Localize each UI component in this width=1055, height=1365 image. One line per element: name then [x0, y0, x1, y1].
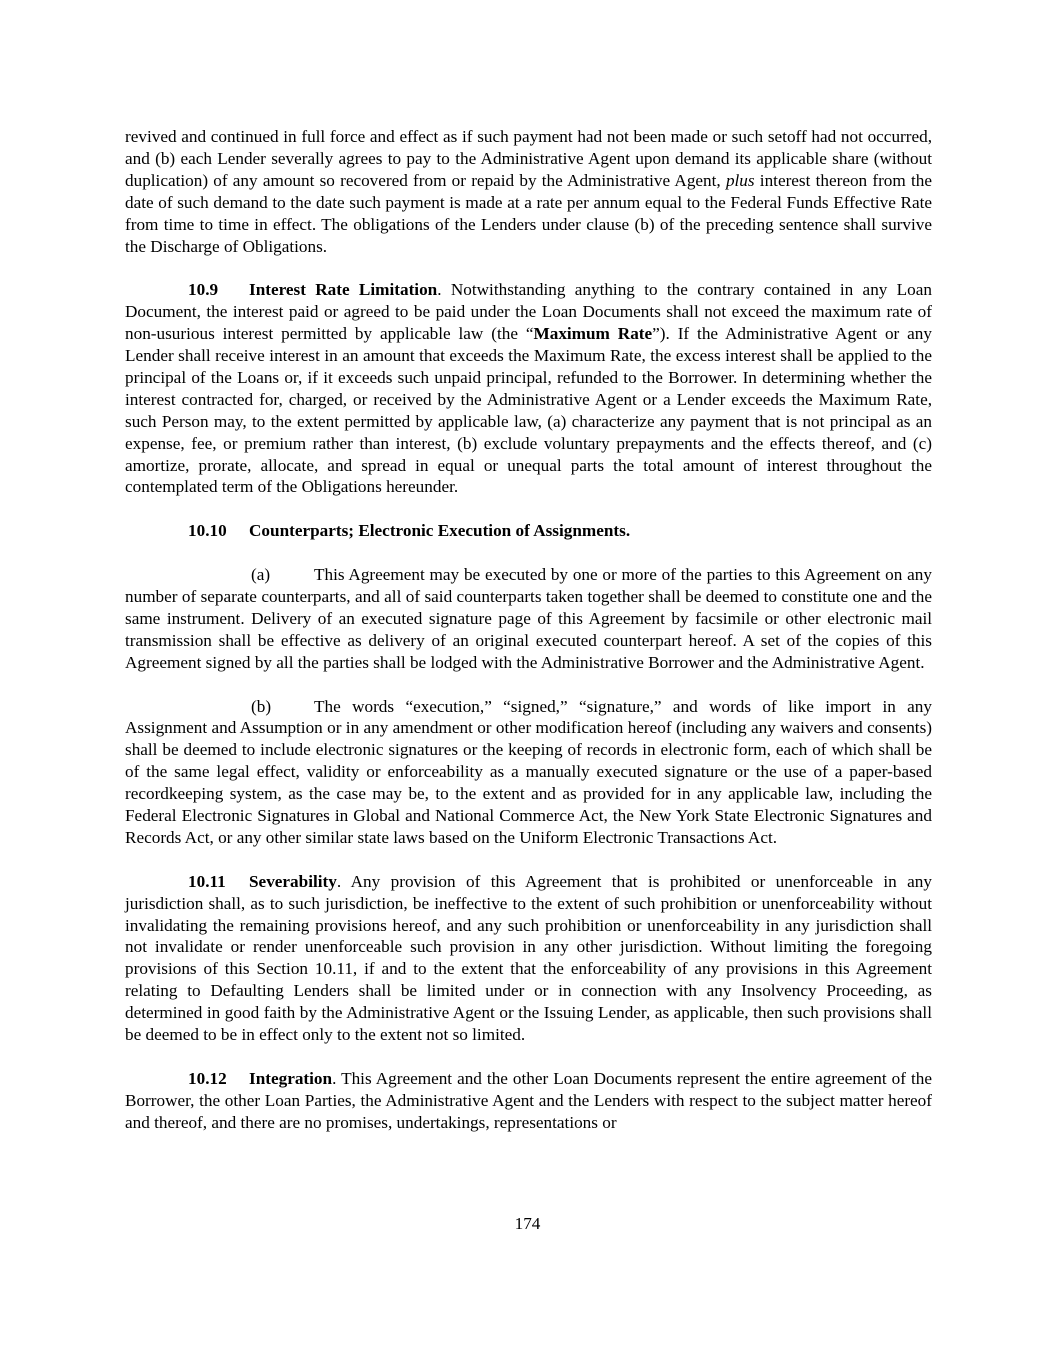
section-title: Interest Rate Limitation [249, 280, 438, 300]
section-10-12 [125, 1068, 932, 1134]
plus-italic: plus [725, 170, 755, 190]
defined-term: Maximum Rate [533, 324, 653, 344]
page-number: 174 [514, 1214, 541, 1233]
section-number: 10.11 [188, 871, 226, 891]
section-10-10-heading [125, 520, 932, 542]
section-text-2: ”). If the Administrative Agent or any Lender shall receive interest in an amount that exceeds the Maximum Rate, the excess interest shall be applied to the principal of the Loans or, if it exceeds such unpaid principal, refunded to the Borrower. In determining whether the interest contracted for, charged, or received by the Administrative Agent or a Lender exceeds the Maximum Rate, such Person may, to the extent permitted by applicable law, (a) characterize any payment that is not principal as an expense, fee, or premium rather than interest, (b) exclude voluntary prepayments and the effects thereof, and (c) amortize, prorate, allocate, and spread in equal or unequal parts the total amount of interest throughout the contemplated term of the Obligations hereunder. [125, 324, 932, 497]
clause-text: This Agreement may be executed by one or more of the parties to this Agreement on any number of separate counterparts, and all of said counterparts taken together shall be deemed to constitute one and the same instrument. Delivery of an executed signature page of this Agreement by facsimile or other electronic mail transmission shall be effective as delivery of an original executed counterpart hereof. A set of the copies of this Agreement signed by all the parties shall be lodged with the Administrative Borrower and the Administrative Agent. [125, 565, 932, 672]
section-title: Counterparts; Electronic Execution of Assignments. [249, 521, 631, 541]
section-number: 10.10 [188, 521, 227, 541]
continuation-paragraph [125, 126, 932, 257]
document-page [125, 126, 932, 1155]
section-title: Integration [249, 1068, 333, 1088]
clause-label: (a) [251, 565, 271, 585]
section-title: Severability [249, 871, 337, 891]
section-text: . This Agreement and the other Loan Documents represent the entire agreement of the Borrower, the other Loan Parties, the Administrative Agent and the Lenders with respect to the subject matter hereof and thereof, and there are no promises, undertakings, representations or [125, 1068, 932, 1132]
section-text-1: . Notwithstanding anything to the contrary contained in any Loan Document, the interest paid or agreed to be paid under the Loan Documents shall not exceed the maximum rate of non-usurious interest permitted by applicable law (the “ [125, 280, 933, 344]
section-10-10-a [125, 564, 932, 674]
continuation-text-2: interest thereon from the date of such demand to the date such payment is made at a rate per annum equal to the Federal Funds Effective Rate from time to time in effect. The obligations of the Lenders under clause (b) of the preceding sentence shall survive the Discharge of Obligations. [125, 170, 932, 256]
section-number: 10.12 [188, 1068, 227, 1088]
clause-label: (b) [251, 696, 272, 716]
section-number: 10.9 [188, 280, 219, 300]
continuation-text-1: revived and continued in full force and effect as if such payment had not been made or such setoff had not occurred, and (b) each Lender severally agrees to pay to the Administrative Agent upon demand its applicable share (without duplication) of any amount so recovered from or repaid by the Administrative Agent, [125, 127, 932, 190]
section-10-11 [125, 871, 932, 1046]
clause-text: The words “execution,” “signed,” “signature,” and words of like import in any Assignment and Assumption or in any amendment or other modification hereof (including any waivers and consents) shall be deemed to include electronic signatures or the keeping of records in electronic form, each of which shall be of the same legal effect, validity or enforceability as a manually executed signature or the use of a paper-based recordkeeping system, as the case may be, to the extent and as provided for in any applicable law, including the Federal Electronic Signatures in Global and National Commerce Act, the New York State Electronic Signatures and Records Act, or any other similar state laws based on the Uniform Electronic Transactions Act. [125, 696, 932, 847]
section-text: . Any provision of this Agreement that is prohibited or unenforceable in any jurisdiction shall, as to such jurisdiction, be ineffective to the extent of such prohibition or unenforceability without invalidating the remaining provisions hereof, and any such prohibition or unenforceability in any jurisdiction shall not invalidate or render unenforceable such provision in any other jurisdiction. Without limiting the foregoing provisions of this Section 10.11, if and to the extent that the enforceability of any provisions in this Agreement relating to Defaulting Lenders shall be limited under or in connection with any Insolvency Proceeding, as determined in good faith by the Administrative Agent or the Issuing Lender, as applicable, then such provisions shall be deemed to be in effect only to the extent not so limited. [125, 871, 932, 1045]
section-10-9 [125, 279, 932, 498]
section-10-10-b [125, 696, 932, 849]
